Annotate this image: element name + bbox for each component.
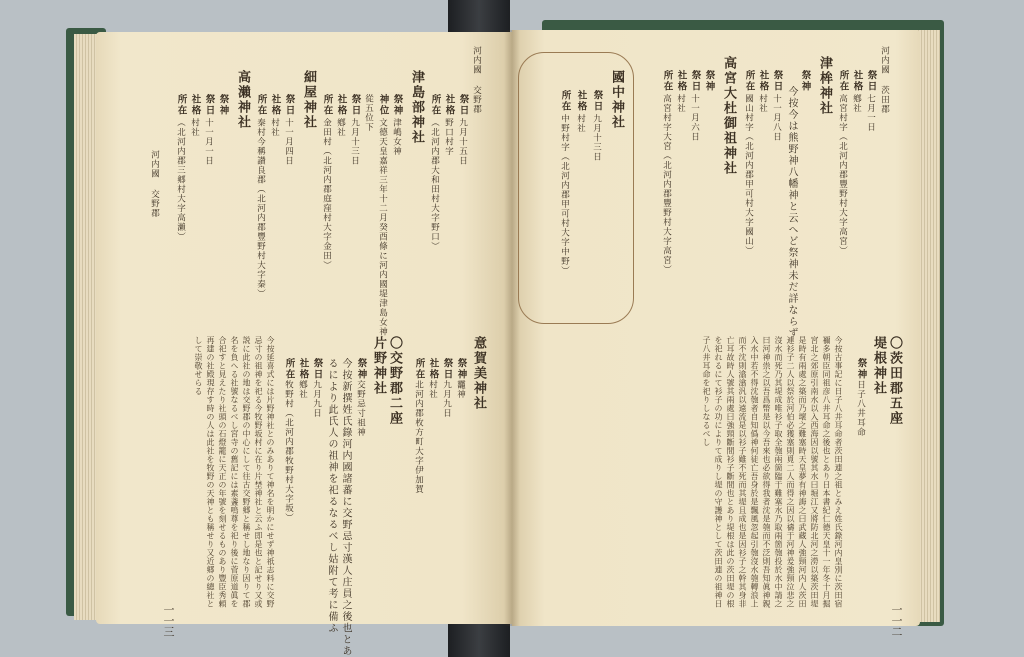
right-upper-column-7: 津桙神社 [817,56,832,116]
left-upper-column-8: 祭神 [391,94,403,116]
right-upper-column-3: 社格 [851,70,863,92]
left-upper-column-11: 文德天皇嘉祥三年十二月癸酉條に河内國堤津島女神 [377,118,388,337]
left-upper-column-3: 社格 [443,94,455,116]
left-lower-column-2: 龗神 [455,380,466,399]
left-lower-column-11: 祭神 [355,358,367,380]
right-upper-column-14: 所在 [743,70,755,92]
left-upper-column-24: 所在 [255,94,267,116]
right-lower-column-0: 〇茨田郡五座 [887,336,902,426]
left-lower-column-19: 所在 [283,358,295,380]
left-upper-column-14: 九月十三日 [349,118,360,166]
left-upper-column-4: 野口村字 [443,118,454,156]
right-lower-body-text: 今按古事記に日子八井耳命者茨田連之祖とみえ姓氏錄河内皇別に茨田宿禰多朝臣同祖彦八井耳命之後也とあり日本書紀仁德天皇十一年冬十月掘宮北之郊原引南水以入西海因以號其水曰堀江又將防北河之澇以築茨田堤是時有兩處之築而乃壞之難塞時天皇夢有神誨之曰武藏人強頸河内人茨田連衫子二人以祭於河伯必獲塞則覓二人而得之因以禱于河神爰強頸泣悲之沒水而死乃其堤成唯衫子取全匏兩箇臨于難塞水乃取兩箇匏投於水中請之曰河神祟之以吾爲幣是以今吾來也必欲得我者沈是匏而不泛則吾知眞神親入水中若不得沈匏者自知僞神何徒亡吾身於是飄風忽起引匏沒水匏轉浪上而不沈則潝潝汎以遠流是以衫子雖不死而其堤且成也是因衫子之幹其身非亡耳故時人號其兩處曰強頸斷間衫子斷間也とあり堤根は此の茨田堤の根を祀れるにて衫子の功によりて成りし堤の守護神として茨田連の祖神日子八井耳命を祀りしなるべし [702,336,843,608]
left-upper-column-21: 十一月四日 [283,118,294,166]
left-lower-column-9: 〇交野郡二座 [387,336,402,426]
left-upper-column-22: 社格 [269,94,281,116]
left-upper-column-25: 秦村今稱讃良郡（北河内郡豐野村大字秦） [255,118,266,299]
left-upper-column-5: 所在 [429,94,441,116]
right-lower-column-1: 堤根神社 [871,336,886,396]
right-upper-column-5: 所在 [837,70,849,92]
right-upper-column-21: 村社 [675,94,686,113]
left-upper-column-7: 津島部神社 [409,70,424,145]
left-upper-column-2: 九月十五日 [457,118,468,166]
left-upper-column-27: 祭神 [217,94,229,116]
right-upper-column-4: 鄕社 [851,94,862,113]
left-lower-column-5: 社格 [427,358,439,380]
left-upper-column-1: 祭日 [457,94,469,116]
left-lower-body-text: 今按延喜式には片野神社とのみありて神名を明かにせず神祇志料に交野忌寸の祖神を祀る今牧野坂村に在り片埜神社と云ふ即是也と記せり又或説に此社の地は交野郡の中心にして往古交野郷と稱せし地なり因りて郡名を負へる社號なるべし宮寺の舊記には素盞嗚尊を祀り後に菅原道眞を合祀すと見えたり社頭の石燈籠に天正の年號を刻せるものあり豐臣秀頼再建の社殿現存す時の人は此社を牧野の天神とも稱せり又近郷の總社として崇敬せらる [194,336,275,608]
right-upper-column-13: 村社 [757,94,768,113]
right-upper-column-29: 所在 [559,90,571,112]
right-upper-column-12: 社格 [757,70,769,92]
left-upper-column-33: （北河内郡三郷村大字高瀨） [175,118,186,242]
right-upper-column-19: 十一月六日 [689,94,700,142]
left-upper-column-9: 津嶋女神 [391,118,402,156]
left-upper-column-23: 村社 [269,118,280,137]
left-lower-column-12: 交野忌寸祖神 [355,380,366,437]
left-upper-column-34: 河内國 交野郡 [149,150,160,218]
right-upper-column-27: 社格 [575,90,587,112]
left-lower-column-0: 意賀美神社 [471,336,486,411]
right-upper-column-20: 社格 [675,70,687,92]
left-upper-column-32: 所在 [175,94,187,116]
left-upper-column-0: 河内國 交野郡 [471,46,482,114]
left-upper-column-6: （北河内郡大和田村大字野口） [429,118,440,251]
right-upper-column-6: 高宮村字（北河内郡豐野村大字高宮） [837,94,848,256]
right-upper-column-2: 七月一日 [865,94,876,132]
right-upper-column-18: 祭日 [689,70,701,92]
left-lower-column-4: 九月九日 [441,380,452,418]
right-upper-column-15: 國山村字（北河内郡甲可村大字國山） [743,94,754,256]
left-upper-column-18: 金田村（北河内郡庭窪村大字金田） [321,118,332,270]
right-upper-column-16: 高宮大杜御祖神社 [721,56,736,176]
page-number-right: 一一二 [890,604,903,637]
right-upper-column-22: 所在 [661,70,673,92]
left-upper-column-17: 所在 [321,94,333,116]
right-upper-column-11: 十一月八日 [771,94,782,142]
left-upper-column-10: 神位 [377,94,389,116]
left-lower-column-1: 祭神 [455,358,467,380]
left-lower-column-15: 祭日 [311,358,323,380]
right-upper-column-25: 祭日 [591,90,603,112]
left-lower-column-13: 今按新撰姓氏錄河内國諸蕃に交野忌寸漢人庄員之後也とあ [340,358,351,657]
right-lower-column-3: 日子八井耳命 [855,380,866,437]
right-upper-column-1: 祭日 [865,70,877,92]
right-upper-column-23: 高宮村字大宮（北河内郡豐野村大字高宮） [661,94,672,275]
left-upper-column-20: 祭日 [283,94,295,116]
left-upper-column-19: 細屋神社 [301,70,316,130]
left-upper-column-13: 祭日 [349,94,361,116]
left-upper-column-28: 祭日 [203,94,215,116]
right-upper-column-30: 中野村字（北河内郡甲可村大字中野） [559,114,570,276]
left-upper-column-30: 社格 [189,94,201,116]
right-upper-column-17: 祭神 [703,70,715,92]
right-lower-column-2: 祭神 [855,358,867,380]
right-upper-column-0: 河内國 茨田郡 [879,46,890,114]
left-lower-column-17: 社格 [297,358,309,380]
left-lower-column-7: 所在 [413,358,425,380]
left-lower-column-14: るにより此氏人の祖神を祀るなるべし姑附て考に備ふ [326,358,337,634]
left-upper-column-15: 社格 [335,94,347,116]
left-upper-column-16: 鄕社 [335,118,346,137]
left-lower-column-16: 九月九日 [311,380,322,418]
left-upper-column-12: 從五位下 [363,94,374,132]
left-lower-column-10: 片野神社 [371,336,386,396]
page-number-left: 一一三 [162,604,175,637]
left-lower-column-20: 牧野村（北河内郡牧野村大字坂） [283,380,294,523]
left-upper-column-26: 高瀨神社 [235,70,250,130]
right-upper-column-26: 九月十三日 [591,114,602,162]
left-lower-column-3: 祭日 [441,358,453,380]
left-lower-column-8: 北河内郡枚方町大字伊加賀 [413,380,424,494]
right-upper-column-24: 國中神社 [609,70,624,130]
left-upper-column-31: 村社 [189,118,200,137]
right-upper-column-10: 祭日 [771,70,783,92]
left-upper-column-29: 十一月一日 [203,118,214,166]
right-upper-column-9: 今按今は熊野神八幡神と云へど祭神未だ詳ならず [786,86,797,339]
left-lower-column-6: 村社 [427,380,438,399]
left-lower-column-18: 鄕社 [297,380,308,399]
right-upper-column-28: 村社 [575,114,586,133]
right-upper-column-8: 祭神 [799,70,811,92]
